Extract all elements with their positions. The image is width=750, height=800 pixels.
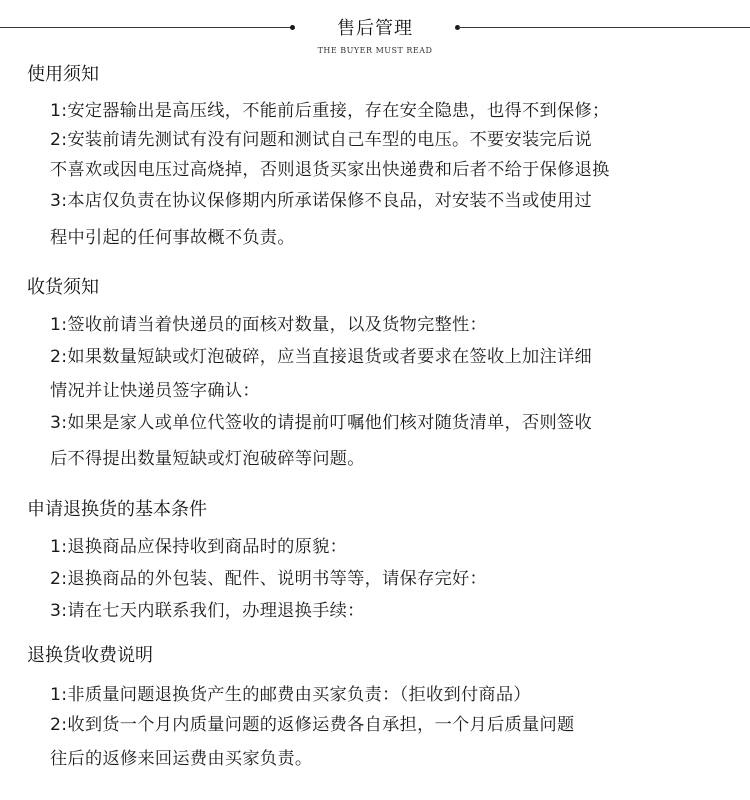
section-title-return-fees: 退换货收费说明 — [27, 645, 153, 666]
section-title-usage: 使用须知 — [27, 64, 99, 85]
page-title: 售后管理 — [337, 18, 413, 39]
receiving-line: 3:如果是家人或单位代签收的请提前叮嘱他们核对随货清单，否则签收 — [50, 413, 592, 433]
receiving-line: 情况并让快递员签字确认： — [50, 381, 260, 401]
usage-line: 3:本店仅负责在协议保修期内所承诺保修不良品，对安装不当或使用过 — [50, 191, 592, 211]
return-fees-line: 往后的返修来回运费由买家负责。 — [50, 749, 313, 769]
receiving-line: 1:签收前请当着快递员的面核对数量，以及货物完整性： — [50, 315, 488, 335]
receiving-line: 2:如果数量短缺或灯泡破碎，应当直接退货或者要求在签收上加注详细 — [50, 347, 592, 367]
return-fees-line: 1:非质量问题退换货产生的邮费由买家负责：（拒收到付商品） — [50, 685, 531, 705]
section-title-return-conditions: 申请退换货的基本条件 — [27, 499, 207, 520]
header-divider-right — [458, 27, 750, 28]
receiving-line: 后不得提出数量短缺或灯泡破碎等问题。 — [50, 449, 365, 469]
page-header — [0, 0, 750, 62]
page-subtitle: THE BUYER MUST READ — [317, 46, 433, 55]
usage-line: 不喜欢或因电压过高烧掉，否则退货买家出快递费和后者不给于保修退换 — [50, 160, 610, 180]
usage-line: 1:安定器输出是高压线，不能前后重接，存在安全隐患，也得不到保修； — [50, 101, 610, 121]
section-title-receiving: 收货须知 — [27, 277, 99, 298]
return-conditions-line: 2:退换商品的外包装、配件、说明书等等，请保存完好： — [50, 569, 488, 589]
usage-line: 程中引起的任何事故概不负责。 — [50, 228, 295, 248]
return-conditions-line: 3:请在七天内联系我们，办理退换手续： — [50, 601, 365, 621]
return-conditions-line: 1:退换商品应保持收到商品时的原貌： — [50, 537, 348, 557]
usage-line: 2:安装前请先测试有没有问题和测试自己车型的电压。不要安装完后说 — [50, 130, 592, 150]
return-fees-line: 2:收到货一个月内质量问题的返修运费各自承担，一个月后质量问题 — [50, 715, 575, 735]
